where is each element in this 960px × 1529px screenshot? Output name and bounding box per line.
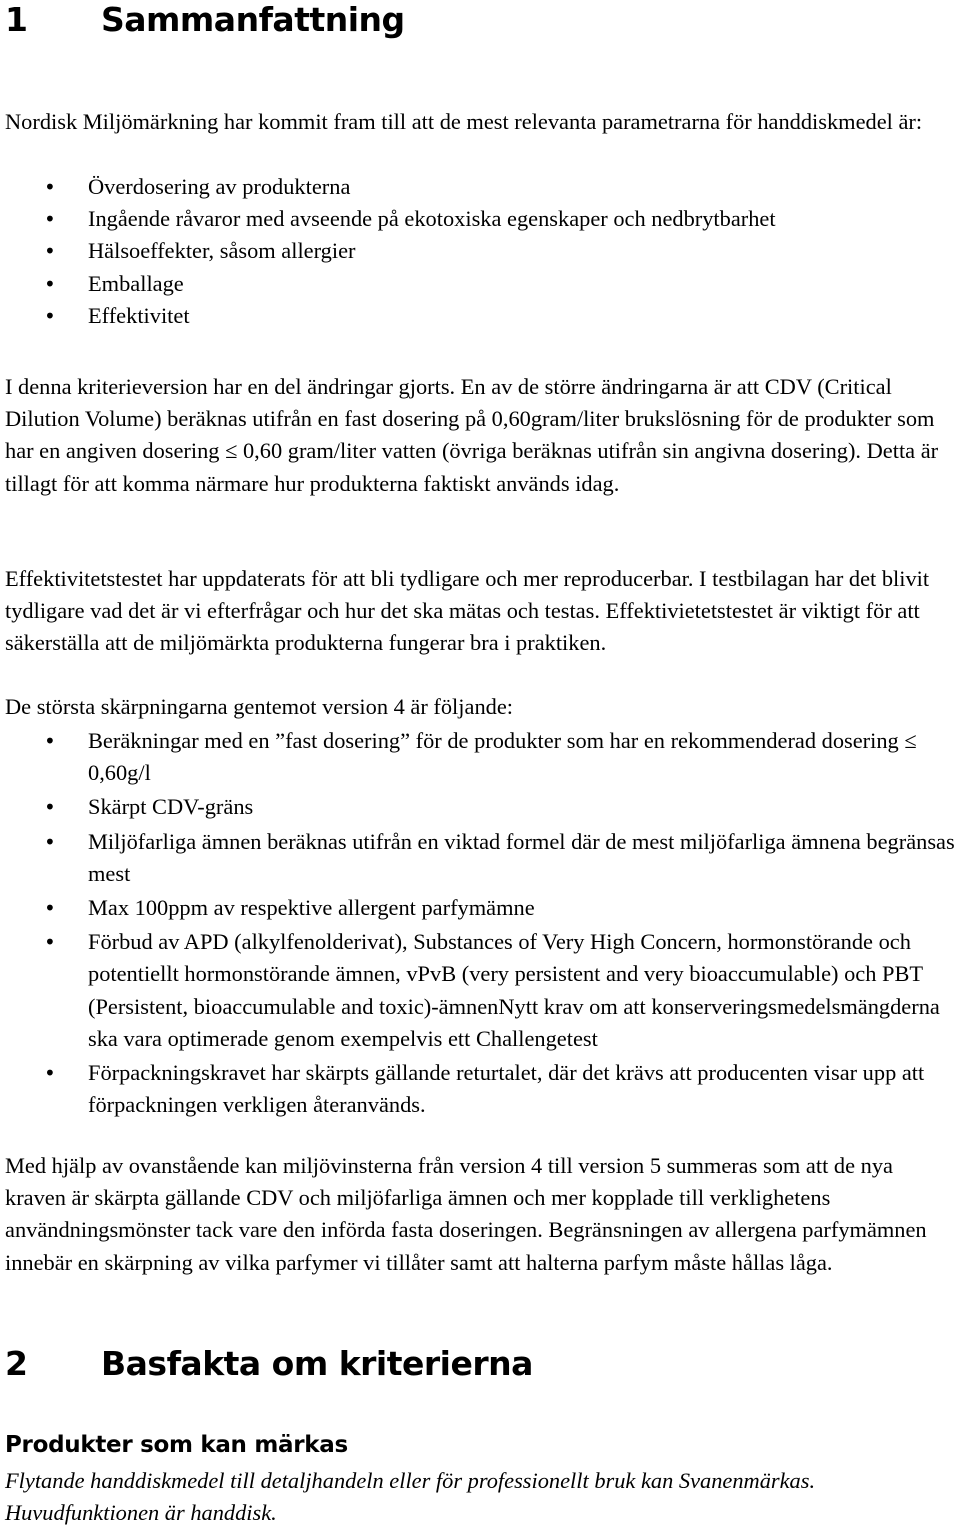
list-item: • Max 100ppm av respektive allergent parfymämne — [0, 892, 957, 924]
products-paragraph: Flytande handdiskmedel till detaljhandeln eller för professionellt bruk kan Svanenmärkas. Huvudfunktionen är handdisk. — [5, 1468, 816, 1526]
effectiveness-paragraph: Effektivitetstestet har uppdaterats för att bli tydligare och mer reproducerbar. I testbilagan har det blivit tydligare vad det är vi efterfrågar och hur det ska mätas och testas. Effektivietetstestet är viktigt för att säkerställa att de miljömärkta produkterna fungerar bra i praktiken. — [5, 566, 930, 656]
list-item: • Emballage — [0, 268, 957, 300]
parameter-list — [0, 171, 957, 332]
list-item: • Förpackningskravet har skärpts gällande returtalet, där det krävs att producenten visar upp att förpackningen verkligen återanvänds. — [0, 1057, 957, 1121]
list-item: • Effektivitet — [0, 300, 957, 332]
tightenings-list — [0, 725, 957, 1121]
list-item: • Miljöfarliga ämnen beräknas utifrån en viktad formel där de mest miljöfarliga ämnena begränsas mest — [0, 826, 957, 890]
list-item: • Skärpt CDV-gräns — [0, 791, 957, 823]
list-item: • Överdosering av produkterna — [0, 171, 957, 203]
section-1-number: 1 — [5, 0, 28, 39]
list-item: • Förbud av APD (alkylfenolderivat), Substances of Very High Concern, hormonstörande och potentiellt hormonstörande ämnen, vPvB (very persistent and very bioaccumulable) och PBT (Persistent, bioaccumulable and toxic)-ämnenNytt krav om att konserveringsmedelsmängderna ska vara optimerade genom exempelvis ett Challengetest — [0, 926, 957, 1055]
changes-paragraph: I denna kriterieversion har en del ändringar gjorts. En av de större ändringarna är att CDV (Critical Dilution Volume) beräknas utifrån en fast dosering på 0,60gram/liter brukslösning för de produkter som har en angiven dosering ≤ 0,60 gram/liter vatten (övriga beräknas utifrån sin angivna dosering). Detta är tillagt för att komma närmare hur produkterna faktiskt används idag. — [5, 374, 939, 496]
products-subheading: Produkter som kan märkas — [5, 1432, 348, 1458]
list-item: • Hälsoeffekter, såsom allergier — [0, 235, 957, 267]
section-2-title: Basfakta om kriterierna — [101, 1344, 533, 1383]
section-1-title: Sammanfattning — [101, 0, 405, 39]
section-2-heading — [5, 1344, 533, 1384]
intro-paragraph: Nordisk Miljömärkning har kommit fram till att de mest relevanta parametrarna för handdiskmedel är: — [5, 109, 923, 134]
section-1-heading — [5, 0, 405, 40]
section-2-number: 2 — [5, 1344, 28, 1383]
tightenings-intro: De största skärpningarna gentemot version 4 är följande: — [5, 694, 513, 719]
summary-paragraph: Med hjälp av ovanstående kan miljövinsterna från version 4 till version 5 summeras som att de nya kraven är skärpta gällande CDV och miljöfarliga ämnen och mer kopplade till verklighetens användningsmönster tack vare den införda fasta doseringen. Begränsningen av allergena parfymämnen innebär en skärpning av vilka parfymer vi tillåter samt att halterna parfym måste hållas låga. — [5, 1153, 927, 1275]
list-item: • Beräkningar med en ”fast dosering” för de produkter som har en rekommenderad dosering ≤ 0,60g/l — [0, 725, 957, 789]
list-item: • Ingående råvaror med avseende på ekotoxiska egenskaper och nedbrytbarhet — [0, 203, 957, 235]
